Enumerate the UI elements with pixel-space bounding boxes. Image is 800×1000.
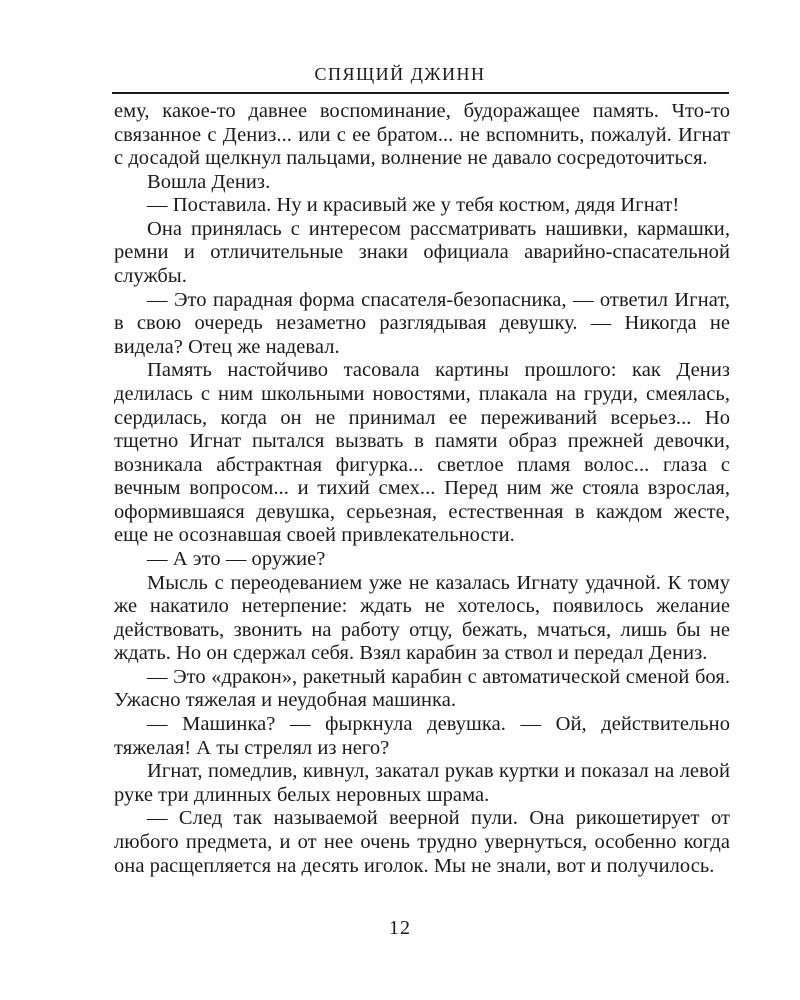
- paragraph: Мысль с переодеванием уже не казалась Игнату удачной. К тому же накатило нетерпение: ждать не хотелось, появилось желание действовать, звонить на работу отцу, бежать, мчаться, лишь бы не ждать. Но он сдержал себя. Взял карабин за ствол и передал Дениз.: [114, 571, 730, 665]
- paragraph: — След так называемой веерной пули. Она рикошетирует от любого предмета, и от нее очень трудно увернуться, особенно когда она расщепляется на десять иголок. Мы не знали, вот и получилось.: [114, 807, 730, 877]
- paragraph: — Это парадная форма спасателя-безопасника, — ответил Игнат, в свою очередь незаметно разглядывая девушку. — Никогда не видела? Отец же надевал.: [114, 288, 730, 358]
- body-text: [114, 100, 730, 878]
- paragraph: Игнат, помедлив, кивнул, закатал рукав куртки и показал на левой руке три длинных белых неровных шрама.: [114, 760, 730, 806]
- paragraph: — А это — оружие?: [147, 547, 326, 570]
- running-title: СПЯЩИЙ ДЖИНН: [314, 64, 486, 84]
- paragraph: ему, какое-то давнее воспоминание, будоражащее память. Что-то связанное с Дениз... или с ее братом... не вспомнить, пожалуй. Игнат с досадой щелкнул пальцами, волнение не давало сосредоточиться.: [114, 100, 730, 170]
- paragraph: Она принялась с интересом рассматривать нашивки, кармашки, ремни и отличительные знаки официала аварийно-спасательной службы.: [114, 217, 730, 288]
- paragraph: — Это «дракон», ракетный карабин с автоматической сменой боя. Ужасно тяжелая и неудобная машинка.: [114, 665, 730, 712]
- page-number: 12: [389, 917, 411, 939]
- header-rule: [112, 92, 729, 94]
- paragraph: Память настойчиво тасовала картины прошлого: как Дениз делилась с ним школьными новостями, плакала на груди, смеялась, сердилась, когда он не принимал ее переживаний всерьез... Но тщетно Игнат пытался вызвать в памяти образ прежней девочки, возникала абстрактная фигурка... светлое пламя волос... глаза с вечным вопросом... и тихий смех... Перед ним же стояла взрослая, оформившаяся девушка, серьезная, естественная в каждом жесте, еще не осознавшая своей привлекательности.: [114, 359, 730, 547]
- paragraph: — Поставила. Ну и красивый же у тебя костюм, дядя Игнат!: [147, 194, 680, 217]
- paragraph: Вошла Дениз.: [147, 170, 271, 193]
- paragraph: — Машинка? — фыркнула девушка. — Ой, действительно тяжелая! А ты стрелял из него?: [114, 713, 730, 759]
